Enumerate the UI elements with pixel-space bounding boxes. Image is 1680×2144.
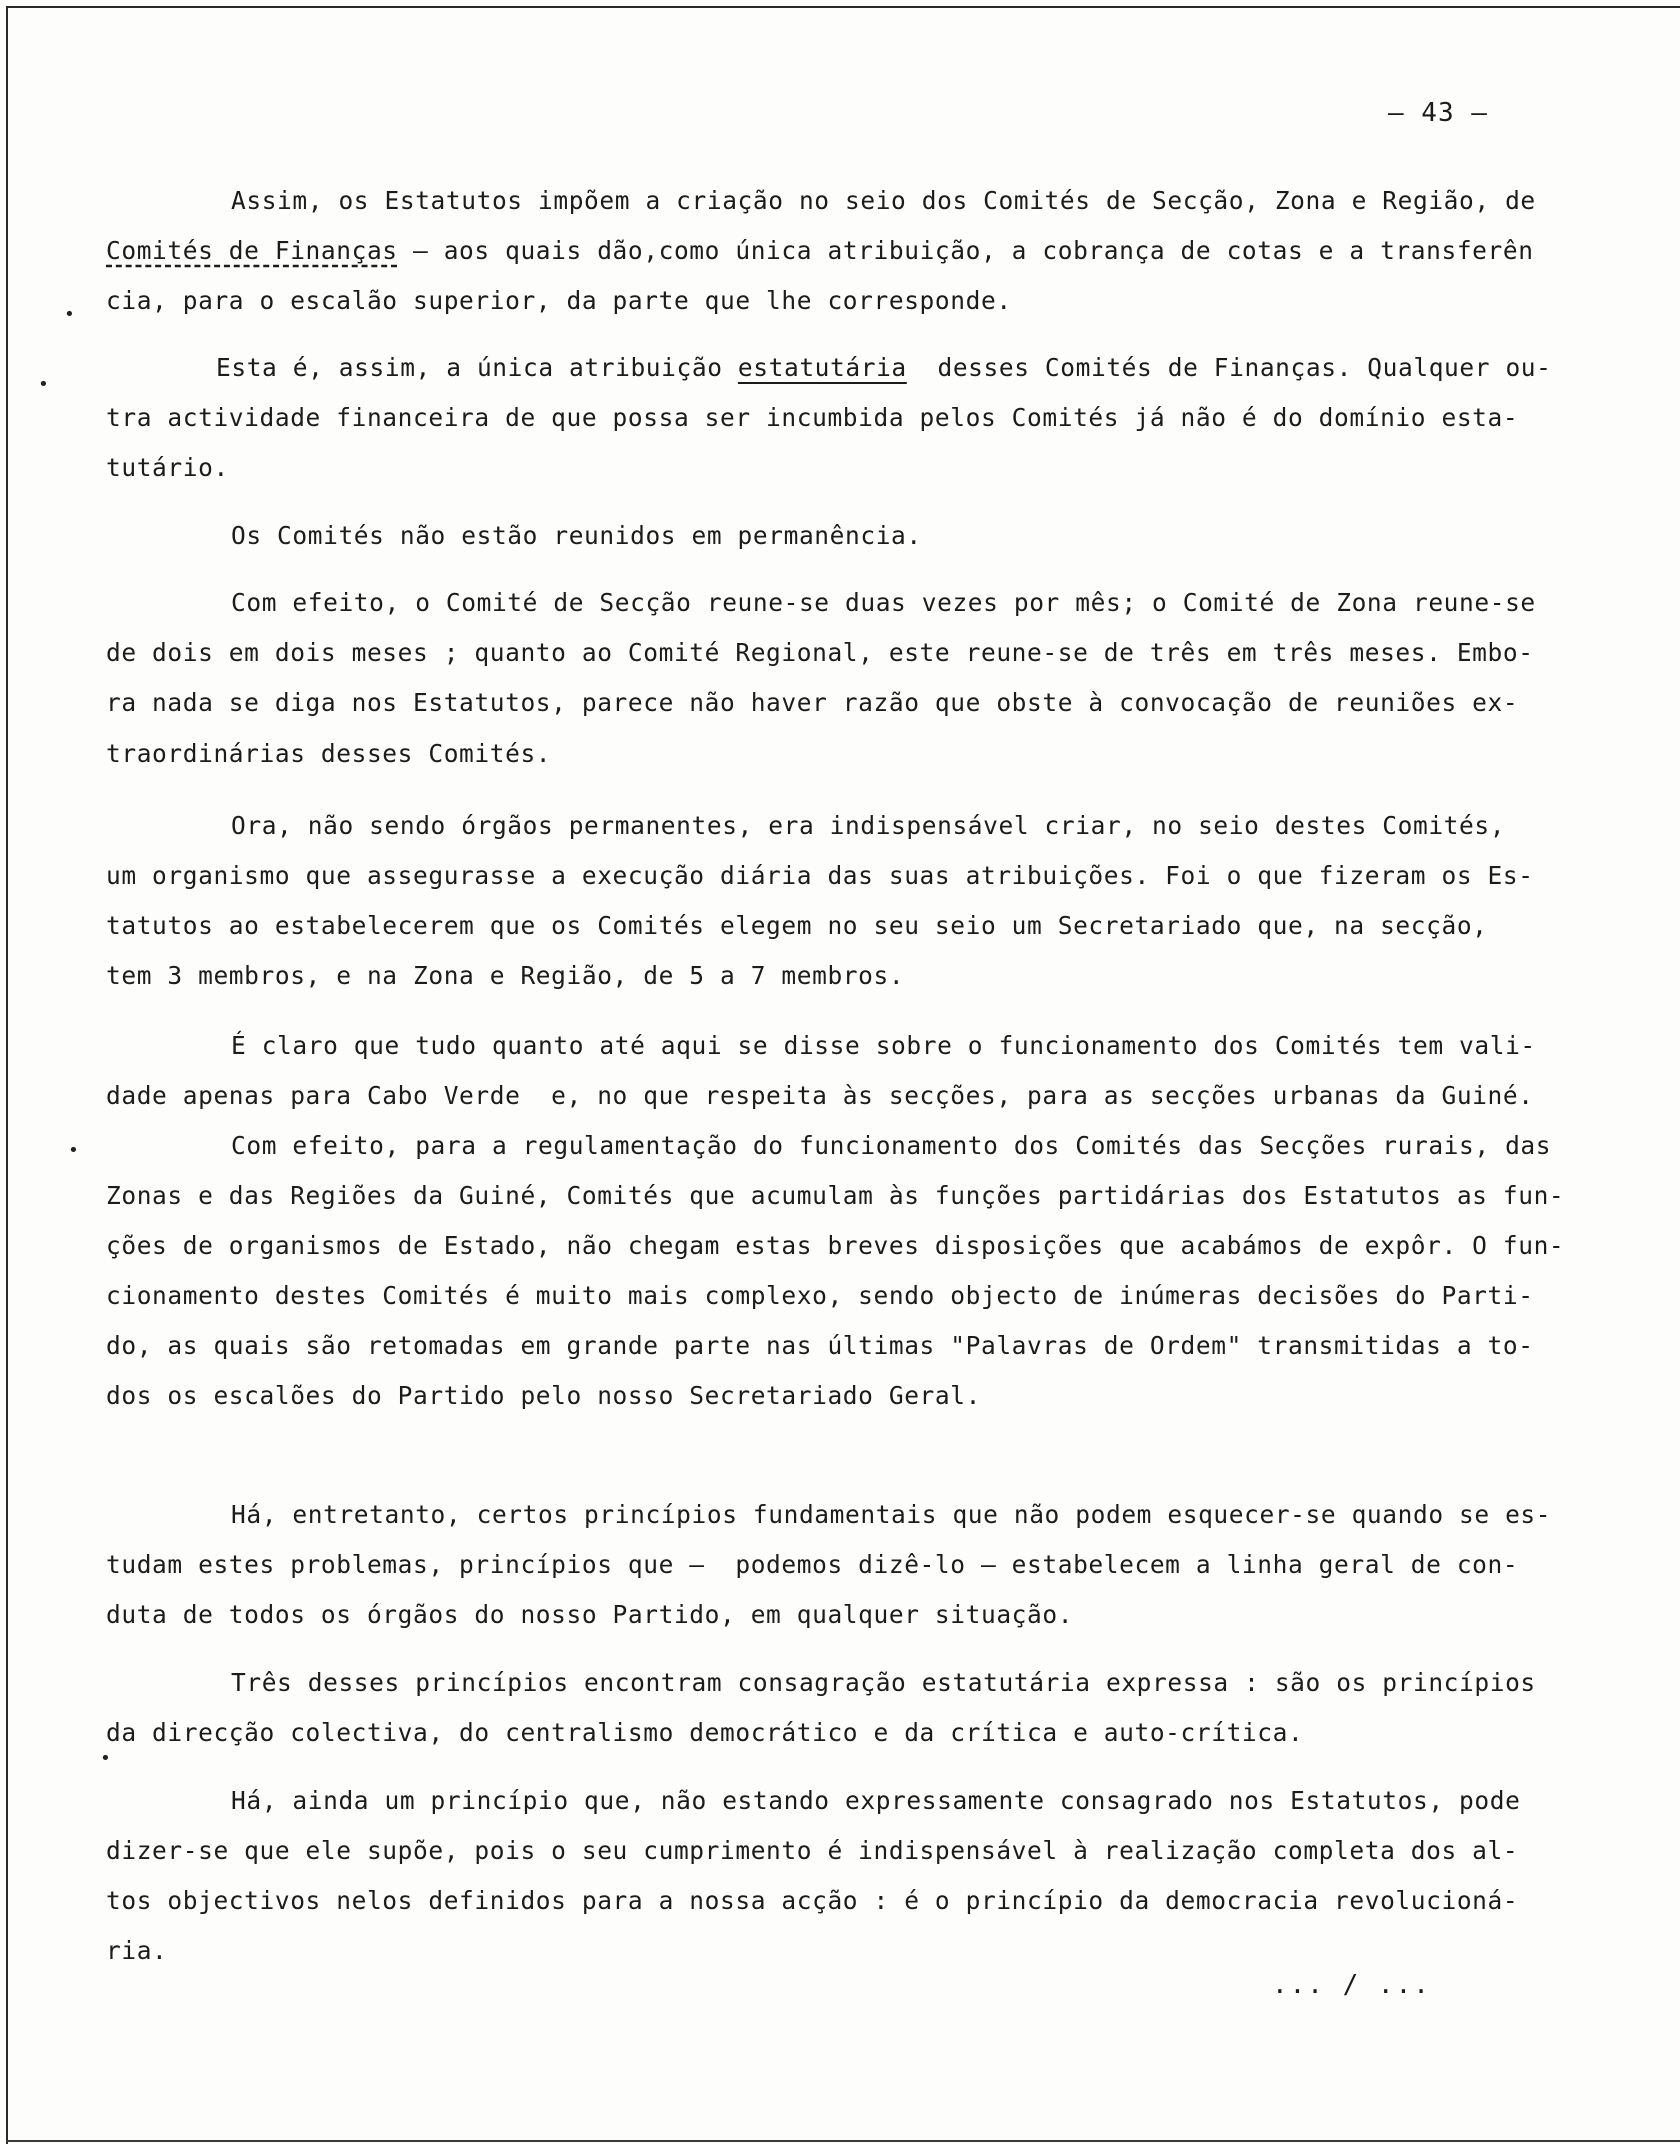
text-run: cionamento destes Comités é muito mais complexo, sendo objecto de inúmeras decisões do Parti-	[106, 1281, 1534, 1310]
text-run: cia, para o escalão superior, da parte que lhe corresponde.	[106, 286, 1012, 315]
text-line	[106, 403, 1518, 433]
text-run: Há, ainda um princípio que, não estando expressamente consagrado nos Estatutos, pode	[231, 1786, 1521, 1815]
text-line	[106, 911, 1488, 941]
text-line	[106, 1381, 981, 1411]
text-run: da direcção colectiva, do centralismo democrático e da crítica e auto-crítica.	[106, 1718, 1304, 1747]
text-run: ções de organismos de Estado, não chegam estas breves disposições que acabámos de expôr. O fun-	[106, 1231, 1565, 1260]
text-run: tem 3 membros, e na Zona e Região, de 5 a 7 membros.	[106, 961, 905, 990]
text-line	[231, 1500, 1551, 1530]
text-run: um organismo que assegurasse a execução diária das suas atribuições. Foi o que fizeram os Es-	[106, 861, 1534, 890]
underlined-text: Comités de Finanças	[106, 236, 398, 265]
text-run: Assim, os Estatutos impõem a criação no seio dos Comités de Secção, Zona e Região, de	[231, 186, 1536, 215]
text-run: dizer-se que ele supõe, pois o seu cumprimento é indispensável à realização completa dos al-	[106, 1836, 1519, 1865]
text-line	[106, 453, 229, 483]
text-run: desses Comités de Finanças. Qualquer ou-	[906, 353, 1552, 382]
text-line	[231, 1131, 1551, 1161]
text-line	[106, 1550, 1518, 1580]
text-line	[231, 1668, 1536, 1698]
text-run: tutário.	[106, 453, 229, 482]
text-run: Três desses princípios encontram consagração estatutária expressa : são os princípios	[231, 1668, 1536, 1697]
text-line	[106, 739, 551, 769]
text-line	[106, 861, 1534, 891]
text-run: É claro que tudo quanto até aqui se disse sobre o funcionamento dos Comités tem vali-	[231, 1031, 1536, 1060]
text-run: dade apenas para Cabo Verde e, no que respeita às secções, para as secções urbanas da Guiné.	[106, 1081, 1534, 1110]
margin-mark: •	[64, 304, 75, 325]
text-run: tudam estes problemas, princípios que – podemos dizê-lo – estabelecem a linha geral de con-	[106, 1550, 1519, 1579]
text-line	[106, 1281, 1534, 1311]
continuation-marker: ... / ...	[1272, 1970, 1431, 2000]
text-run: ra nada se diga nos Estatutos, parece não haver razão que obste à convocação de reuniões ex-	[106, 688, 1519, 717]
margin-mark: •	[68, 1140, 79, 1161]
text-line	[106, 1181, 1564, 1211]
text-line	[231, 1031, 1536, 1061]
text-run: Zonas e das Regiões da Guiné, Comités que acumulam às funções partidárias dos Estatutos as fun-	[106, 1181, 1565, 1210]
text-run: Com efeito, para a regulamentação do funcionamento dos Comités das Secções rurais, das	[231, 1131, 1552, 1160]
page-number: – 43 –	[1388, 98, 1488, 128]
text-run: de dois em dois meses ; quanto ao Comité Regional, este reune-se de três em três meses. Embo-	[106, 638, 1534, 667]
text-line	[106, 961, 904, 991]
page-border-bottom	[6, 2140, 1680, 2142]
text-run: Os Comités não estão reunidos em permanência.	[231, 521, 922, 550]
text-run: dos os escalões do Partido pelo nosso Secretariado Geral.	[106, 1381, 981, 1410]
text-run: Esta é, assim, a única atribuição	[216, 353, 738, 382]
text-line	[106, 1936, 167, 1966]
text-run: tra actividade financeira de que possa ser incumbida pelos Comités já não é do domínio esta-	[106, 403, 1519, 432]
underlined-text: estatutária	[737, 353, 907, 382]
text-line	[231, 521, 922, 551]
text-line	[106, 1886, 1518, 1916]
page-border-top	[6, 6, 1680, 8]
page-border-left	[6, 6, 8, 2144]
text-run: – aos quais dão,como única atribuição, a cobrança de cotas e a transferên	[397, 236, 1534, 265]
text-line	[231, 811, 1505, 841]
text-line	[106, 688, 1518, 718]
text-run: Ora, não sendo órgãos permanentes, era indispensável criar, no seio destes Comités,	[231, 811, 1506, 840]
text-line	[106, 286, 1012, 316]
text-run: duta de todos os órgãos do nosso Partido, em qualquer situação.	[106, 1600, 1074, 1629]
text-line	[106, 638, 1534, 668]
text-line	[106, 1718, 1303, 1748]
text-line	[106, 1836, 1518, 1866]
text-line	[216, 353, 1552, 383]
margin-mark: •	[100, 1748, 111, 1769]
text-run: ria.	[106, 1936, 168, 1965]
text-line	[106, 236, 1534, 266]
text-run: tos objectivos nelos definidos para a nossa acção : é o princípio da democracia revolucioná-	[106, 1886, 1519, 1915]
margin-mark: •	[38, 374, 49, 395]
text-run: Há, entretanto, certos princípios fundamentais que não podem esquecer-se quando se es-	[231, 1500, 1552, 1529]
text-line	[231, 588, 1536, 618]
text-run: do, as quais são retomadas em grande parte nas últimas "Palavras de Ordem" transmitidas a to-	[106, 1331, 1534, 1360]
text-line	[106, 1231, 1564, 1261]
text-line	[106, 1600, 1073, 1630]
text-run: tatutos ao estabelecerem que os Comités elegem no seu seio um Secretariado que, na secção,	[106, 911, 1488, 940]
text-line	[106, 1081, 1534, 1111]
text-line	[231, 186, 1536, 216]
text-line	[106, 1331, 1534, 1361]
text-line	[231, 1786, 1520, 1816]
text-run: Com efeito, o Comité de Secção reune-se duas vezes por mês; o Comité de Zona reune-se	[231, 588, 1536, 617]
text-run: traordinárias desses Comités.	[106, 739, 552, 768]
